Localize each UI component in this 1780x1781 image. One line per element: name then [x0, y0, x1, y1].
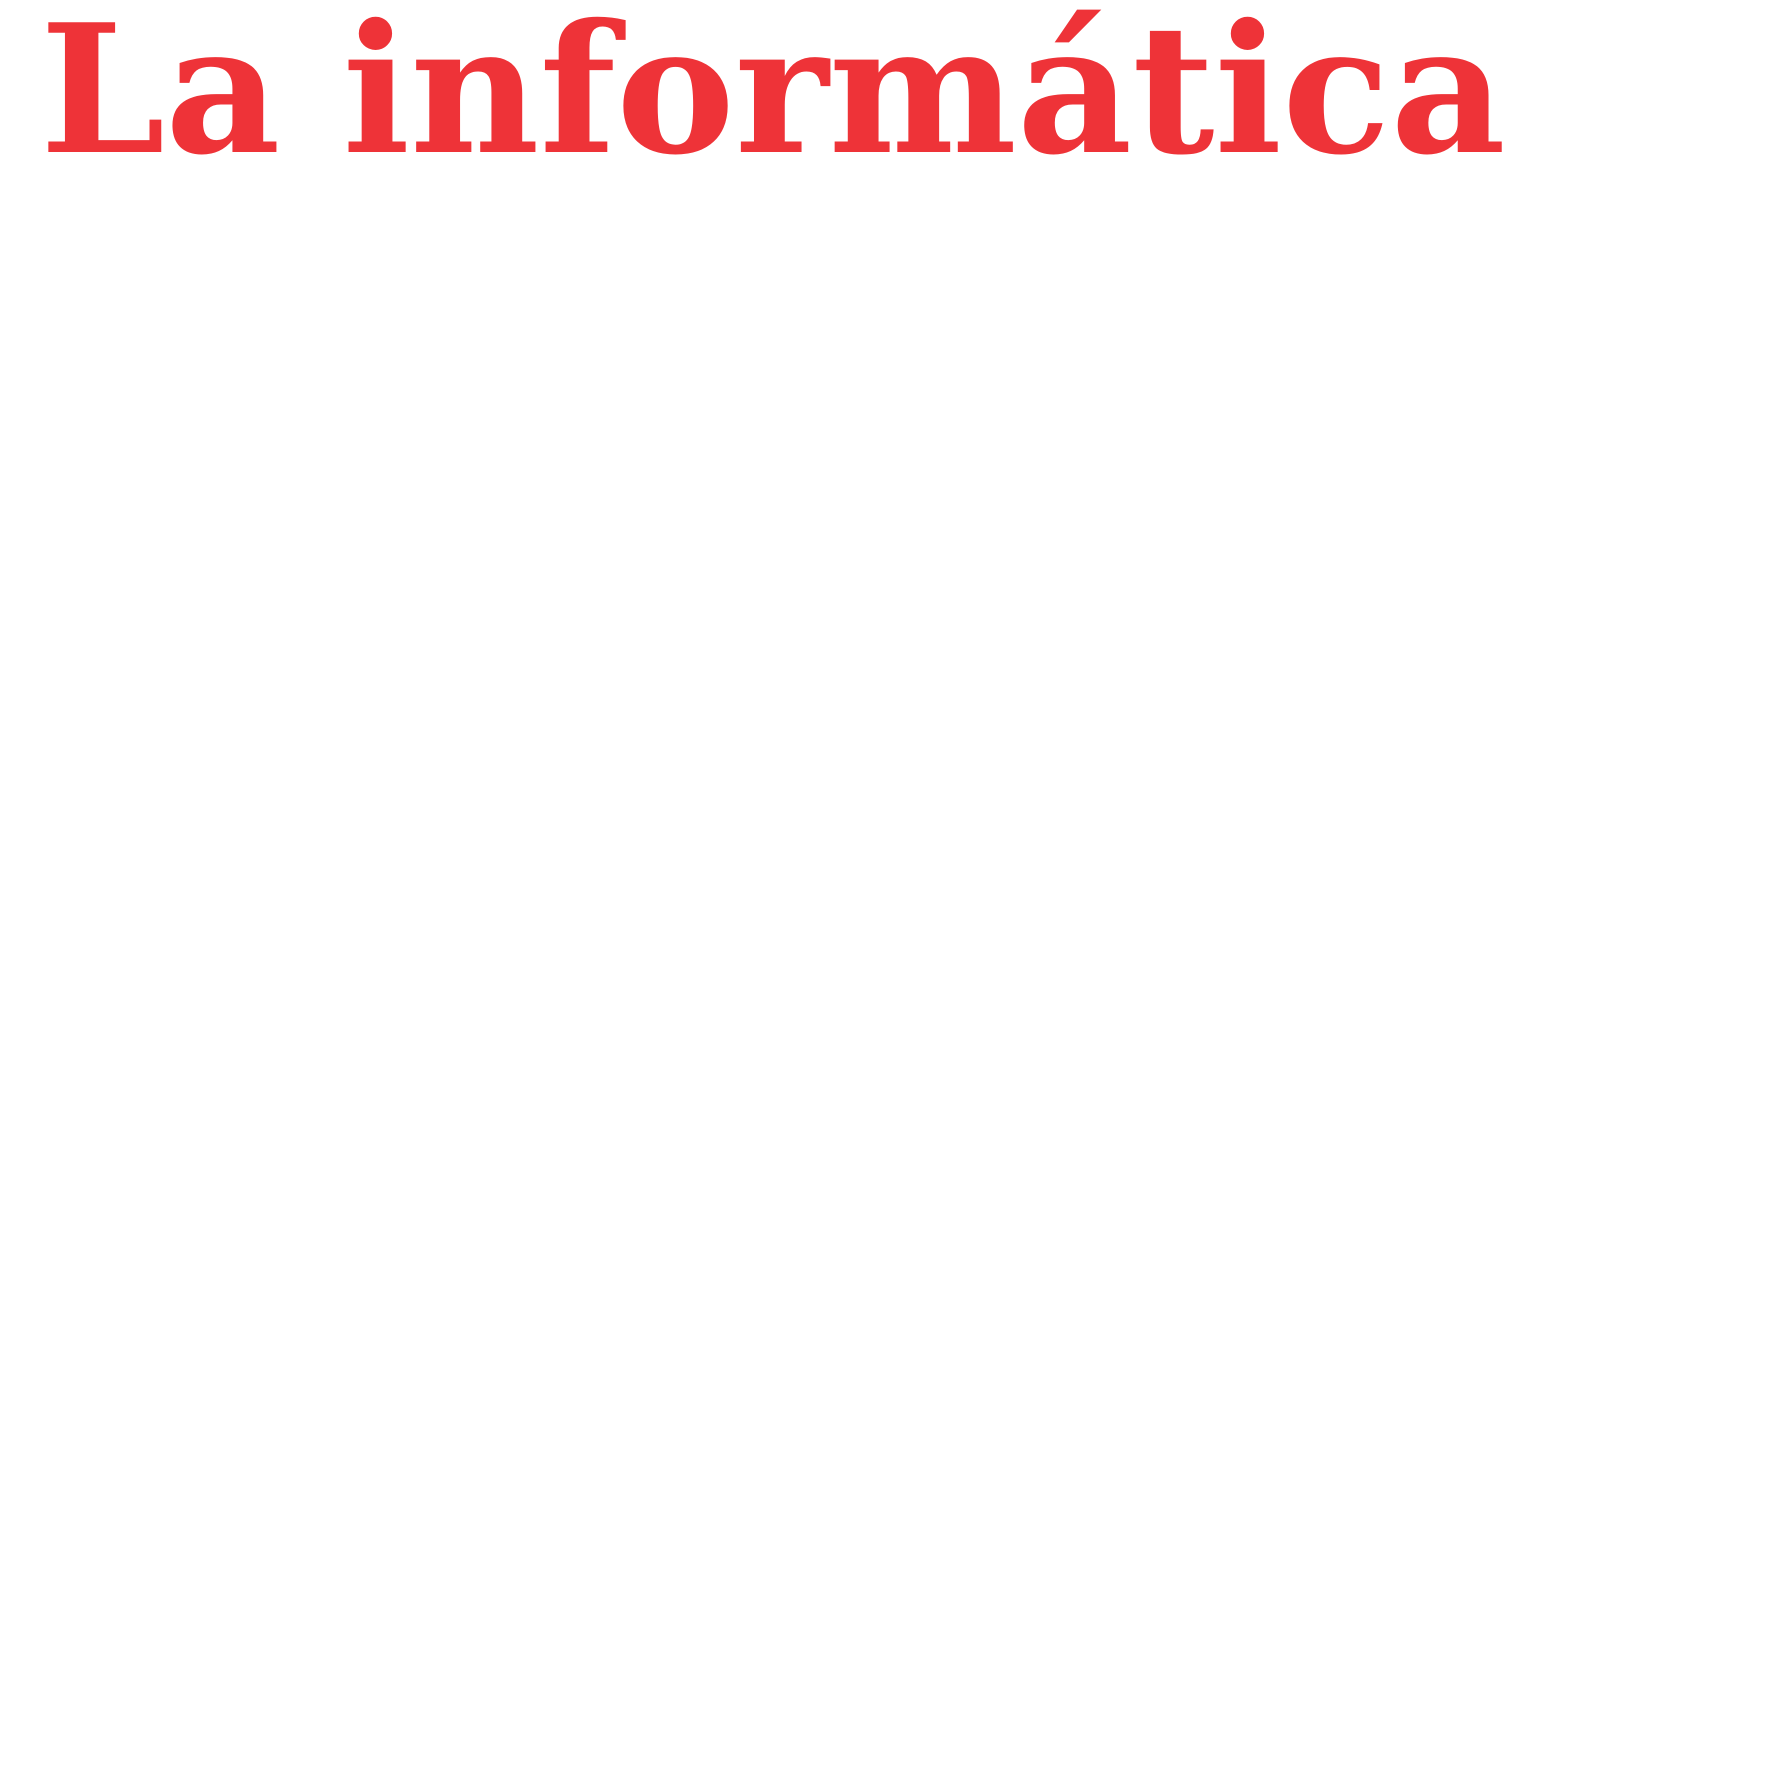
page-title: La informática [40, 0, 1506, 194]
